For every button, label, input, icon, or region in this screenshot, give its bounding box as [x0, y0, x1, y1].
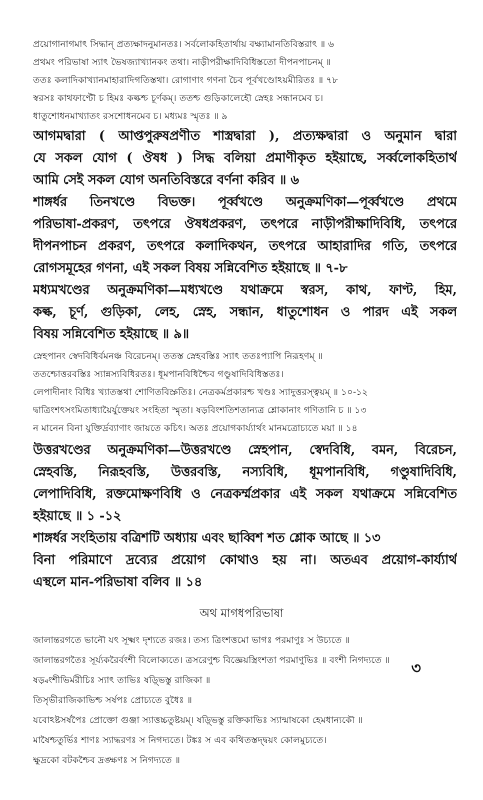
- sanskrit-verse-line: প্রয়োগানাগমাৎ সিদ্ধান্ প্রত্যক্ষাদনুমানতঃ। সর্বলোকহিতার্থায় বক্ষ্যামানতিবিস্তরাৎ ॥ ৬: [33, 39, 335, 50]
- bengali-text-line: এস্থলে মান-পরিভাষা বলিব ॥ ১৪: [33, 575, 203, 590]
- sanskrit-verse-line: দ্বাত্রিংশৎসংমিতাধ্যায়ৈর্যুক্তেয়ং সংহিতা স্মৃতা। ষড়বিংশতিশতান্যত্র শ্লোকানাং গণিতানি চ ॥ ১৩: [33, 405, 367, 416]
- bengali-text-line: কল্ক, চূর্ণ, গুড়িকা, লেহ, স্নেহ, সন্ধান, ধাতুশোধন ও পারদ এই সকল: [33, 305, 457, 320]
- bengali-text-line: উত্তরখণ্ডের অনুক্রমণিকা—উত্তরখণ্ডে স্নেহপান, স্বেদবিধি, বমন, বিরেচন,: [33, 443, 457, 458]
- bengali-text-line: আমি সেই সকল যোগ অনতিবিস্তরে বর্ণনা করিব ॥ ৬: [33, 173, 299, 188]
- sanskrit-verse-line: জালান্তরগতৈঃ সূর্য্যকরৈর্বংশী বিলোক্যতে। ত্রসরেণুশ্চ বিজ্ঞেয়স্ত্রিংশতা পরমাণুভিঃ ॥ বংশী নিগদ্যতে ॥: [33, 655, 390, 666]
- bengali-text-line: শাঙ্গর্ধর সংহিতায় বত্রিশটি অধ্যায় এবং ছাব্বিশ শত শ্লোক আছে ॥ ১৩: [33, 531, 381, 546]
- sanskrit-verse-line: স্নেহপানং স্বেদবিধির্বমনঞ্চ বিরেচনম্। ততস্ত স্নেহবস্তিঃ স্যাৎ ততঃপ্যাপি নিরূহণম্ ॥: [33, 351, 323, 362]
- section-heading: অথ মাগধপরিভাষা: [199, 606, 284, 620]
- sanskrit-verse-line: মাষৈশ্চতুর্ভিঃ শাণঃ স্যাদ্ধরণঃ স নিগদ্যতে। টঙ্কঃ স এব কথিতস্তদ্দ্বয়ং কোলমুচ্যতে।: [33, 735, 327, 746]
- bengali-text-line: হইয়াছে ॥ ১ -১২: [33, 509, 122, 524]
- page-number: ৩: [411, 659, 421, 677]
- sanskrit-verse-line: যবোঽষ্টসর্ষপৈঃ প্রোক্তো গুঞ্জা স্যাত্তচ্চতুষ্টয়ম্। ষড়্ভিস্তু রক্তিকাভিঃ স্যান্মাষকো হেমধান্যকৌ ॥: [33, 715, 363, 726]
- bengali-text-line: বিষয় সন্নিবেশিত হইয়াছে ॥ ৯॥: [33, 327, 190, 342]
- sanskrit-verse-line: ক্ষুদ্রকো বটকশ্চৈব দ্রঙ্ক্ষণঃ স নিগদ্যতে ॥: [33, 755, 181, 766]
- sanskrit-verse-line: ষড়্বংশীভির্মরীচিঃ স্যাৎ তাভিঃ ষড়্ভিস্তু রাজিকা ॥: [33, 675, 211, 686]
- sanskrit-verse-line: লেপাদীনাং বিধিঃ খ্যাতস্তথা শোণিতবিস্রুতিঃ। নেত্রকর্মপ্রকারশ্চ খণ্ডঃ স্যাদুত্তরস্ত্বয়ম্ ॥ ১০-১২: [33, 387, 368, 398]
- sanskrit-verse-line: ততশ্চোত্তরবস্তিঃ স্যান্নস্যবিধিরতঃ। ধূমপানবিধিশ্চৈব গণ্ডুষাদিবিধিস্ততঃ।: [33, 369, 284, 380]
- bengali-text-line: রোগসমূহের গণনা, এই সকল বিষয় সন্নিবেশিত হইয়াছে ॥ ৭-৮: [33, 261, 348, 276]
- bengali-text-line: লেপাদিবিধি, রক্তমোক্ষণবিধি ও নেত্রকর্ম্মপ্রকার এই সকল যথাক্রমে সন্নিবেশিত: [33, 487, 457, 502]
- bengali-text-line: মধ্যমখণ্ডের অনুক্রমণিকা—মধ্যখণ্ডে যথাক্রমে স্বরস, কাথ, ফাণ্ট, হিম,: [33, 283, 457, 298]
- sanskrit-verse-line: স্বরসঃ কাথফাণ্টৌ চ হিমঃ কল্কশ্চ চূর্ণকম্। ততশ্চ গুড়িকালেহৌ স্নেহঃ সন্ধানমেব চ।: [33, 93, 324, 104]
- sanskrit-verse-line: ততঃ কলাদিকাখ্যানমাহারাদিগতিস্তথা। রোগাণাং গণনা চৈব পূর্বখণ্ডোঽয়মীরিতঃ ॥ ৭৮: [33, 75, 339, 86]
- sanskrit-verse-line: ন মানেন বিনা যুক্তির্দ্রব্যাণাং জায়তে কচিৎ। অতঃ প্রয়োগকার্য্যার্থং মানমত্রোচ্যতে ময়া ॥ ১৪: [33, 423, 358, 434]
- bengali-text-line: দীপনপাচন প্রকরণ, তৎপরে কলাদিকথন, তৎপরে আহারাদির গতি, তৎপরে: [33, 239, 457, 254]
- bengali-text-line: শাঙ্গর্ধর তিনখণ্ডে বিভক্ত। পূর্ব্বখণ্ডে অনুক্রমণিকা—পূর্ব্বখণ্ডে প্রথমে: [33, 195, 457, 210]
- sanskrit-verse-line: ধাতুশোধনমাখ্যাতং রসশোধনমেব চ। মধ্যমঃ স্মৃতঃ ॥ ৯: [33, 111, 228, 122]
- bengali-text-line: পরিভাষা-প্রকরণ, তৎপরে ঔষধপ্রকরণ, তৎপরে নাড়ীপরীক্ষাদিবিধি, তৎপরে: [33, 217, 457, 232]
- sanskrit-verse-line: তিসৃভীরাজিকাভিশ্চ সর্ষপঃ প্রোচ্যতে বুধৈঃ ॥: [33, 695, 193, 706]
- bengali-text-line: আগমদ্বারা ( আপ্তপুরুষপ্রণীত শাস্ত্রদ্বারা ), প্রত্যক্ষদ্বারা ও অনুমান দ্বারা: [33, 129, 457, 144]
- bengali-text-line: যে সকল যোগ ( ঔষধ ) সিদ্ধ বলিয়া প্রমাণীকৃত হইয়াছে, সর্ব্বলোকহিতার্থ: [33, 151, 457, 166]
- sanskrit-verse-line: প্রথমং পরিভাষা স্যাৎ ভৈষজ্যাখ্যানকং তথা। নাড়ীপরীক্ষাদিবিধিস্ততো দীপনপাচনম্ ॥: [33, 57, 331, 68]
- bengali-text-line: বিনা পরিমাণে দ্রব্যের প্রয়োগ কোথাও হয় না। অতএব প্রয়োগ-কার্য্যার্থ: [33, 553, 457, 568]
- bengali-text-line: স্নেহবস্তি, নিরূহবস্তি, উত্তরবস্তি, নস্যবিধি, ধূমপানবিধি, গণ্ডুষাদিবিধি,: [33, 465, 457, 480]
- sanskrit-verse-line: জালান্তরগতে ভানৌ যৎ সূক্ষ্মং দৃশ্যতে রজঃ। তস্য ত্রিংশত্তমো ভাগঃ পরমাণুঃ স উচ্যতে ॥: [33, 635, 350, 646]
